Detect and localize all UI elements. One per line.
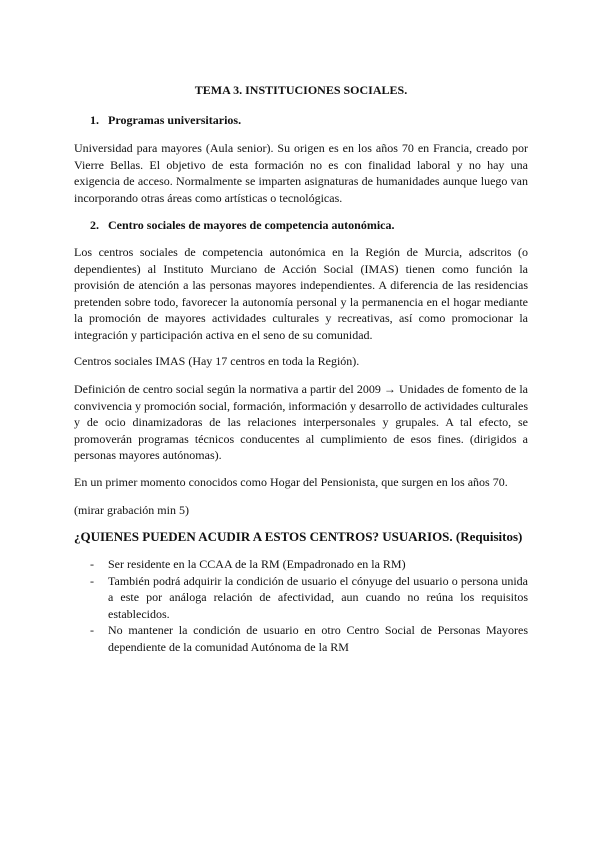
bullet-dash: - — [90, 573, 94, 588]
section-2-paragraph-3: Definición de centro social según la normativa a partir del 2009 → Unidades de fomento de la convivencia y promoción social, formación, información y desarrollo de actividades culturales y de ocio dinamizadoras de las relaciones interpersonales y grupales. A tal efecto, se promoverán programas técnicos conducentes al cumplimiento de esos fines. (dirigidos a personas mayores autónomas). — [74, 382, 528, 462]
list-item-text: No mantener la condición de usuario en otro Centro Social de Personas Mayores dependiente de la comunidad Autónoma de la RM — [108, 623, 528, 654]
section-1-heading-text: Programas universitarios. — [108, 113, 242, 127]
page-title: TEMA 3. INSTITUCIONES SOCIALES. — [194, 83, 408, 97]
list-item-text: Ser residente en la CCAA de la RM (Empadronado en la RM) — [108, 557, 406, 571]
section-2-paragraph-4: En un primer momento conocidos como Hogar del Pensionista, que surgen en los años 70. — [74, 475, 508, 489]
users-heading: ¿QUIENES PUEDEN ACUDIR A ESTOS CENTROS? USUARIOS. (Requisitos) — [74, 529, 523, 544]
list-item — [90, 556, 528, 573]
list-item — [90, 573, 528, 623]
list-item — [90, 622, 528, 655]
section-2-paragraph-5: (mirar grabación min 5) — [74, 503, 189, 517]
bullet-dash: - — [90, 557, 94, 571]
bullet-dash: - — [90, 623, 94, 637]
section-2-paragraph-1: Los centros sociales de competencia autonómica en la Región de Murcia, adscritos (o dependientes) al Instituto Murciano de Acción Social (IMAS) tienen como función la provisión de atención a las personas mayores independientes. A diferencia de las residencias pretenden sobre todo, favorecer la autonomía personal y la permanencia en el hogar mediante la promoción de mayores actividades culturales y recreativas, así como promocionar la integración y participación activa en el seno de su comunidad. — [74, 245, 528, 342]
section-1-paragraph: Universidad para mayores (Aula senior). Su origen es en los años 70 en Francia, creado por Vierre Bellas. El objetivo de esta formación no es con finalidad laboral y no hay una exigencia de acceso. Normalmente se imparten asignaturas de humanidades aunque luego van incorporando otras áreas como artísticas o tecnológicas. — [74, 141, 528, 205]
section-1-number: 1. — [90, 113, 99, 127]
section-2-heading — [90, 217, 395, 233]
section-1-heading — [90, 112, 241, 128]
list-item-text: También podrá adquirir la condición de usuario el cónyuge del usuario o persona unida a este por análoga relación de afectividad, aun cuando no reúna los requisitos establecidos. — [108, 573, 528, 621]
section-2-paragraph-2: Centros sociales IMAS (Hay 17 centros en toda la Región). — [74, 354, 360, 368]
section-2-heading-text: Centro sociales de mayores de competencia autonómica. — [108, 218, 395, 232]
requirements-list — [90, 556, 528, 655]
section-2-number: 2. — [90, 218, 99, 232]
